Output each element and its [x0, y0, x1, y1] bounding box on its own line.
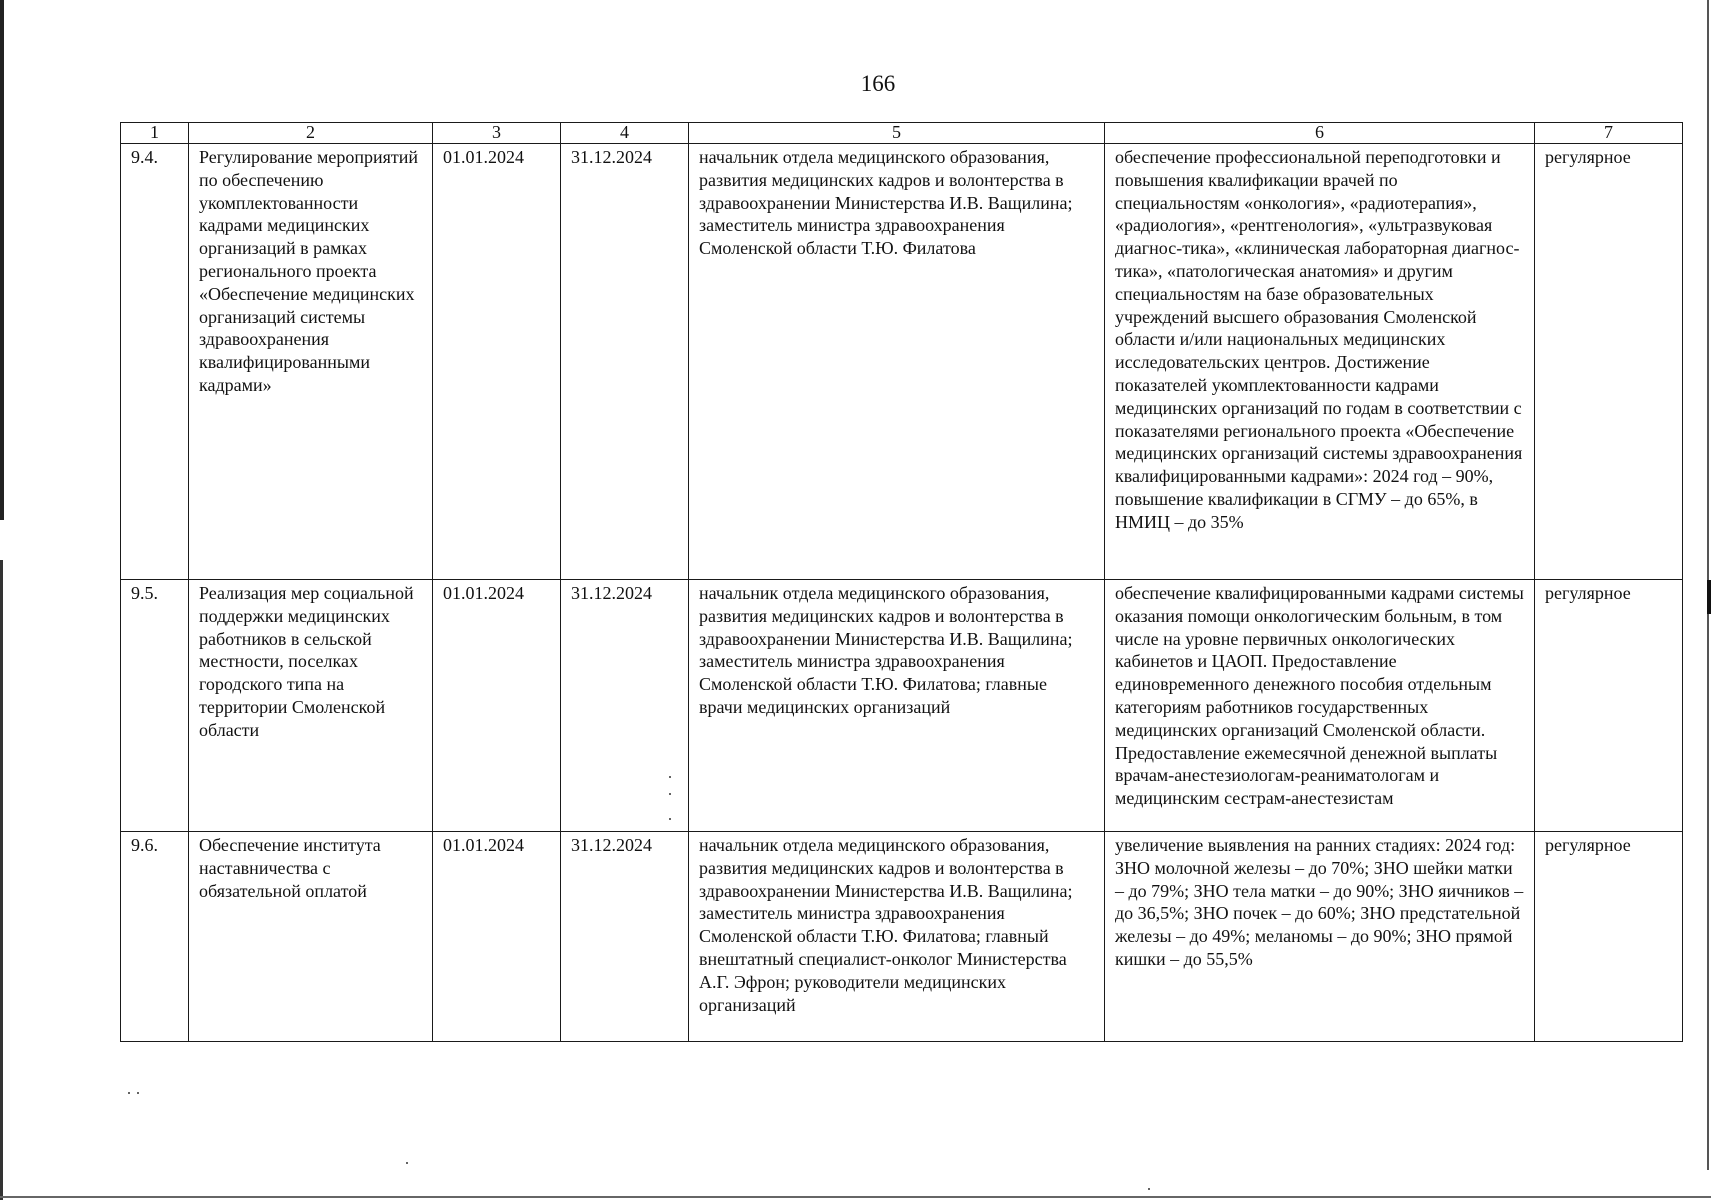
- end-date: 31.12.2024: [561, 144, 689, 580]
- activity-name: Обеспечение института наставничества с обязательной оплатой: [189, 832, 433, 1042]
- column-header: 2: [189, 123, 433, 144]
- scan-speck: [406, 1162, 408, 1164]
- scan-speck: [128, 1092, 130, 1094]
- column-header: 4: [561, 123, 689, 144]
- item-number: 9.5.: [121, 580, 189, 832]
- page-number: 166: [860, 71, 896, 96]
- expected-result: обеспечение квалифицированными кадрами системы оказания помощи онкологическим больным, в том числе на уровне первичных онкологических кабинетов и ЦАОП. Предоставление единовременного денежного пособия отдельным категориям работников государственных медицинских организаций Смоленской области. Предоставление ежемесячной денежной выплаты врачам-анестезиологам-реаниматологам и медицинским сестрам-анестезистам: [1105, 580, 1535, 832]
- frequency: регулярное: [1535, 144, 1683, 580]
- frequency: регулярное: [1535, 580, 1683, 832]
- frequency: регулярное: [1535, 832, 1683, 1042]
- column-header: 7: [1535, 123, 1683, 144]
- end-date: 31.12.2024: [561, 580, 689, 832]
- activity-name: Регулирование мероприятий по обеспечению укомплектованности кадрами медицинских организаций в рамках регионального проекта «Обеспечение медицинских организаций системы здравоохранения квалифицированными кадрами»: [189, 144, 433, 580]
- column-header: 3: [433, 123, 561, 144]
- table-row: [121, 580, 1683, 832]
- column-header: 6: [1105, 123, 1535, 144]
- action-plan-table: [120, 122, 1683, 1042]
- activity-name: Реализация мер социальной поддержки медицинских работников в сельской местности, поселках городского типа на территории Смоленской области: [189, 580, 433, 832]
- scan-speck: [137, 1092, 139, 1094]
- expected-result: увеличение выявления на ранних стадиях: 2024 год: ЗНО молочной железы – до 70%; ЗНО шейки матки – до 79%; ЗНО тела матки – до 90%; ЗНО яичников – до 36,5%; ЗНО почек – до 60%; ЗНО предстательной железы – до 49%; меланомы – до 90%; ЗНО прямой кишки – до 55,5%: [1105, 832, 1535, 1042]
- table-row: [121, 144, 1683, 580]
- start-date: 01.01.2024: [433, 144, 561, 580]
- scan-border-bottom: [0, 1196, 1711, 1198]
- responsible-persons: начальник отдела медицинского образования, развития медицинских кадров и волонтерства в здравоохранении Министерства И.В. Ващилина; заместитель министра здравоохранения Смоленской области Т.Ю. Филатова; главные врачи медицинских организаций: [689, 580, 1105, 832]
- responsible-persons: начальник отдела медицинского образования, развития медицинских кадров и волонтерства в здравоохранении Министерства И.В. Ващилина; заместитель министра здравоохранения Смоленской области Т.Ю. Филатова; главный внештатный специалист-онколог Министерства А.Г. Эфрон; руководители медицинских организаций: [689, 832, 1105, 1042]
- table-row: [121, 832, 1683, 1042]
- scan-border-left-lower: [0, 560, 3, 1200]
- start-date: 01.01.2024: [433, 832, 561, 1042]
- item-number: 9.4.: [121, 144, 189, 580]
- scan-mark-right: [1707, 580, 1711, 614]
- item-number: 9.6.: [121, 832, 189, 1042]
- responsible-persons: начальник отдела медицинского образования, развития медицинских кадров и волонтерства в здравоохранении Министерства И.В. Ващилина; заместитель министра здравоохранения Смоленской области Т.Ю. Филатова: [689, 144, 1105, 580]
- start-date: 01.01.2024: [433, 580, 561, 832]
- column-header: 5: [689, 123, 1105, 144]
- expected-result: обеспечение профессиональной переподготовки и повышения квалификации врачей по специальностям «онкология», «радиотерапия», «радиология», «рентгенология», «ультразвуковая диагнос-тика», «клиническая лабораторная диагнос-тика», «патологическая анатомия» и другим специальностям на базе образовательных учреждений высшего образования Смоленской области и/или национальных медицинских исследовательских центров. Достижение показателей укомплектованности кадрами медицинских организаций по годам в соответствии с показателями регионального проекта «Обеспечение медицинских организаций системы здравоохранения квалифицированными кадрами»: 2024 год – 90%, повышение квалификации в СГМУ – до 65%, в НМИЦ – до 35%: [1105, 144, 1535, 580]
- table-header-row: [121, 123, 1683, 144]
- end-date: 31.12.2024: [561, 832, 689, 1042]
- scan-speck: [1148, 1188, 1150, 1190]
- column-header: 1: [121, 123, 189, 144]
